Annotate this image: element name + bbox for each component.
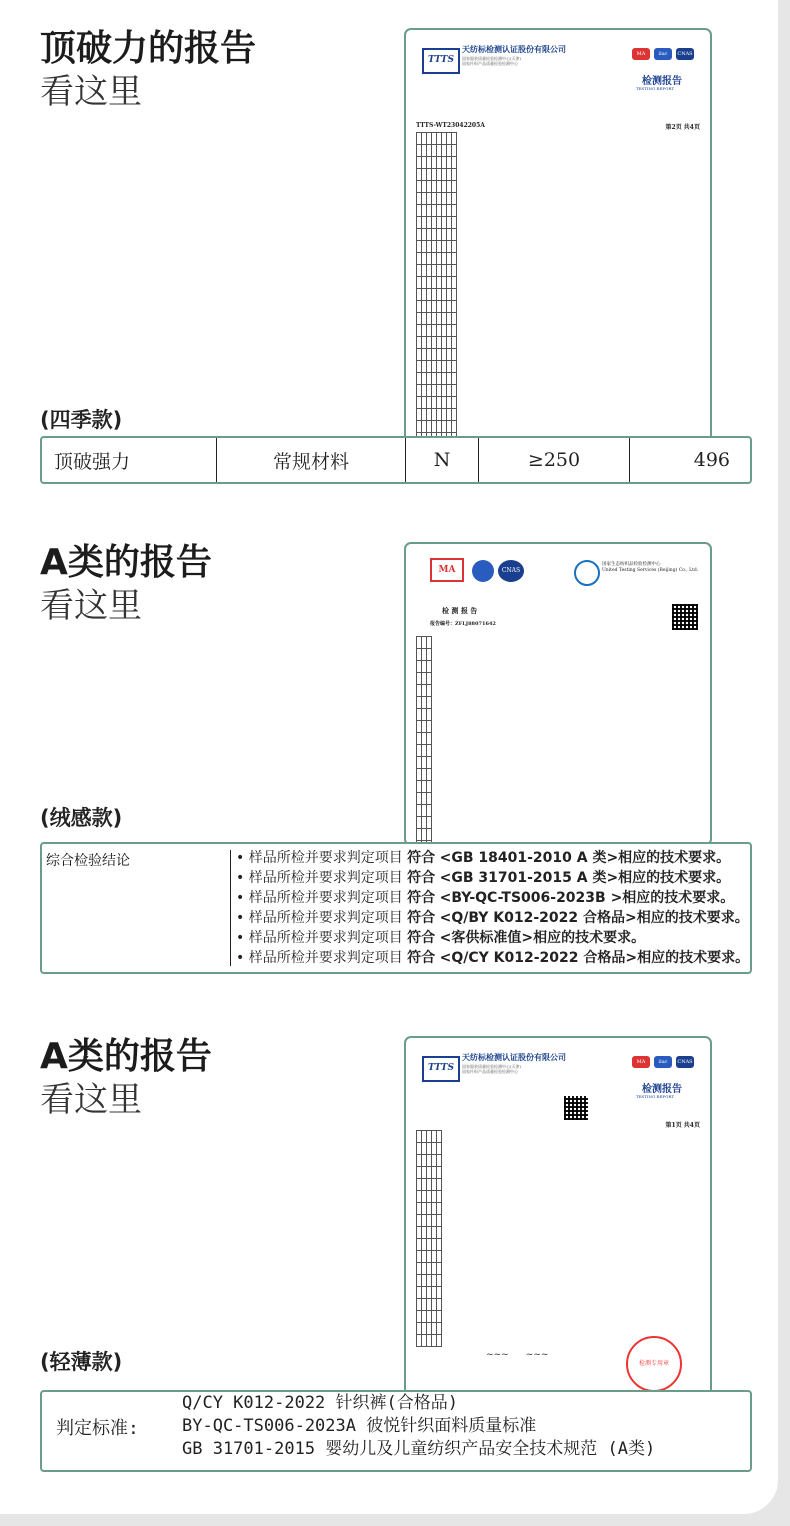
report-table-row bbox=[417, 157, 457, 169]
report-table-cell bbox=[452, 325, 457, 337]
report-table-cell bbox=[427, 793, 432, 805]
report-table-row bbox=[417, 1131, 442, 1143]
report-table-row bbox=[417, 829, 432, 841]
cnas-icon: CNAS bbox=[676, 1056, 694, 1068]
report-table-row bbox=[417, 397, 457, 409]
report-table-cell bbox=[452, 385, 457, 397]
report-table-cell bbox=[452, 313, 457, 325]
result-unit: N bbox=[406, 438, 479, 482]
report-table-cell bbox=[427, 745, 432, 757]
report-table-cell bbox=[437, 1263, 442, 1275]
report-table-row bbox=[417, 361, 457, 373]
report-table-row bbox=[417, 1263, 442, 1275]
report-table-row bbox=[417, 325, 457, 337]
report-table-cell bbox=[452, 157, 457, 169]
report-table-row bbox=[417, 1311, 442, 1323]
strength-result-bar bbox=[40, 436, 752, 484]
report3-org-name: 天纺标检测认证股份有限公司 bbox=[462, 1052, 566, 1062]
report-table-cell bbox=[427, 769, 432, 781]
report-table-cell bbox=[452, 217, 457, 229]
ilac-icon: ilac bbox=[654, 48, 672, 60]
report-table-row bbox=[417, 1335, 442, 1347]
report-table-cell bbox=[452, 145, 457, 157]
report2-org: 国家生态纺织品检验检测中心 United Testing Services (Beijing) Co., Ltd. bbox=[602, 562, 699, 573]
section3-subheading: 看这里 bbox=[40, 1080, 142, 1120]
report-table-row bbox=[417, 1203, 442, 1215]
report-table-cell bbox=[427, 637, 432, 649]
report-table-row bbox=[417, 241, 457, 253]
report-table-row bbox=[417, 685, 432, 697]
report-table-row bbox=[417, 1251, 442, 1263]
report2-table bbox=[416, 636, 432, 846]
report-table-row bbox=[417, 1167, 442, 1179]
standard-line: GB 31701-2015 婴幼儿及儿童纺织产品安全技术规范 (A类) bbox=[182, 1439, 656, 1459]
conclusion-label: 综合检验结论 bbox=[46, 853, 130, 869]
report-table-cell bbox=[427, 673, 432, 685]
section3-heading: A类的报告 bbox=[40, 1036, 212, 1077]
report-table-row bbox=[417, 169, 457, 181]
qr-code-icon bbox=[672, 604, 698, 630]
report-table-row bbox=[417, 277, 457, 289]
report-table-cell bbox=[437, 1155, 442, 1167]
result-material: 常规材料 bbox=[217, 438, 406, 482]
report-table-row bbox=[417, 289, 457, 301]
report-table-cell bbox=[427, 649, 432, 661]
report-table-cell bbox=[452, 181, 457, 193]
report-table-cell bbox=[427, 685, 432, 697]
report-table-cell bbox=[452, 301, 457, 313]
report-table-row bbox=[417, 181, 457, 193]
report-table-row bbox=[417, 769, 432, 781]
report-table-cell bbox=[452, 409, 457, 421]
certification-icons bbox=[632, 1056, 694, 1068]
standard-line: BY-QC-TS006-2023A 彼悦针织面料质量标准 bbox=[182, 1416, 537, 1436]
report-image-3 bbox=[404, 1036, 712, 1396]
report-table-cell bbox=[452, 205, 457, 217]
report-table-cell bbox=[427, 781, 432, 793]
section1-tag: (四季款) bbox=[40, 408, 123, 432]
report1-number: TTTS-WT23042205A bbox=[416, 122, 485, 129]
report-table-row bbox=[417, 229, 457, 241]
standard-line: Q/CY K012-2022 针织裤(合格品) bbox=[182, 1393, 458, 1413]
conclusion-divider bbox=[230, 850, 231, 966]
report-table-row bbox=[417, 1191, 442, 1203]
report-table-cell bbox=[452, 349, 457, 361]
report-table-row bbox=[417, 301, 457, 313]
report-table-row bbox=[417, 1179, 442, 1191]
report-table-cell bbox=[452, 265, 457, 277]
report-table-row bbox=[417, 781, 432, 793]
report-table-row bbox=[417, 1215, 442, 1227]
conclusion-item: • 样品所检并要求判定项目 符合 <客供标准值>相应的技术要求。 bbox=[236, 930, 646, 946]
report-table-cell bbox=[427, 817, 432, 829]
report-table-row bbox=[417, 673, 432, 685]
cnas-logo-icon: CNAS bbox=[498, 560, 524, 582]
report-table-row bbox=[417, 757, 432, 769]
report-table-cell bbox=[452, 337, 457, 349]
report-table-row bbox=[417, 721, 432, 733]
report3-org-sub: 国家服装质量检验检测中心(天津) 国家针织产品质量检验检测中心 bbox=[462, 1064, 522, 1074]
report1-org-sub: 国家服装质量检验检测中心(天津) 国家针织产品质量检验检测中心 bbox=[462, 56, 522, 66]
report-table-cell bbox=[452, 361, 457, 373]
report1-page: 第2页 共4页 bbox=[665, 124, 700, 131]
cma-logo-icon: MA bbox=[430, 558, 464, 582]
result-item: 顶破强力 bbox=[42, 438, 217, 482]
section3-tag: (轻薄款) bbox=[40, 1350, 123, 1374]
report-table-cell bbox=[452, 277, 457, 289]
report1-title-en: TESTING REPORT bbox=[635, 86, 674, 91]
section2-tag: (绒感款) bbox=[40, 806, 123, 830]
standards-label: 判定标准: bbox=[56, 1418, 139, 1439]
ilac-icon: ilac bbox=[654, 1056, 672, 1068]
report-table-row bbox=[417, 409, 457, 421]
section1-subheading: 看这里 bbox=[40, 72, 142, 112]
standards-list bbox=[182, 1392, 655, 1461]
report-table-row bbox=[417, 253, 457, 265]
report-table-cell bbox=[452, 193, 457, 205]
conclusion-item: • 样品所检并要求判定项目 符合 <BY-QC-TS006-2023B >相应的技术要求。 bbox=[236, 890, 735, 906]
report-table-row bbox=[417, 697, 432, 709]
report-table-cell bbox=[452, 421, 457, 433]
report-image-1 bbox=[404, 28, 712, 444]
report-table-row bbox=[417, 1155, 442, 1167]
report-table-row bbox=[417, 709, 432, 721]
report-table-cell bbox=[427, 697, 432, 709]
section2-subheading: 看这里 bbox=[40, 586, 142, 626]
report-table-cell bbox=[437, 1191, 442, 1203]
report-table-row bbox=[417, 649, 432, 661]
report-table-row bbox=[417, 193, 457, 205]
section1-heading: 顶破力的报告 bbox=[40, 28, 257, 69]
report3-page: 第1页 共4页 bbox=[665, 1122, 700, 1129]
section2-heading: A类的报告 bbox=[40, 542, 212, 583]
report3-title: 检测报告 bbox=[642, 1084, 682, 1095]
official-seal-icon: 检测专用章 bbox=[626, 1336, 682, 1392]
report-table-row bbox=[417, 745, 432, 757]
report-table-cell bbox=[437, 1299, 442, 1311]
report-table-cell bbox=[437, 1179, 442, 1191]
report-table-row bbox=[417, 637, 432, 649]
report-table-cell bbox=[437, 1215, 442, 1227]
report-table-cell bbox=[452, 169, 457, 181]
report-table-cell bbox=[452, 133, 457, 145]
report-table-row bbox=[417, 337, 457, 349]
result-value: 496 bbox=[693, 449, 730, 471]
report-table-row bbox=[417, 793, 432, 805]
report1-number-row bbox=[416, 122, 700, 129]
report-table-row bbox=[417, 205, 457, 217]
report2-number: 报告编号：ZFLJ88071642 bbox=[430, 621, 496, 627]
report-table-row bbox=[417, 1323, 442, 1335]
conclusion-item: • 样品所检并要求判定项目 符合 <GB 31701-2015 A 类>相应的技术要求。 bbox=[236, 870, 731, 886]
report-table-cell bbox=[427, 661, 432, 673]
report-table-cell bbox=[452, 373, 457, 385]
report-table-cell bbox=[437, 1323, 442, 1335]
ilac-logo-icon bbox=[472, 560, 494, 582]
conclusion-list bbox=[236, 848, 749, 968]
report-table-cell bbox=[437, 1131, 442, 1143]
certification-icons bbox=[632, 48, 694, 60]
conclusion-item: • 样品所检并要求判定项目 符合 <GB 18401-2010 A 类>相应的技术要求。 bbox=[236, 850, 731, 866]
report-table-cell bbox=[452, 253, 457, 265]
report-table-row bbox=[417, 421, 457, 433]
report-table-cell bbox=[452, 229, 457, 241]
signatures: ~~~ ~~~ bbox=[486, 1350, 549, 1360]
cma-icon: MA bbox=[632, 48, 650, 60]
report1-table bbox=[416, 132, 457, 444]
conclusion-item: • 样品所检并要求判定项目 符合 <Q/BY K012-2022 合格品>相应的技术要求。 bbox=[236, 910, 749, 926]
report1-title: 检测报告 bbox=[642, 76, 682, 87]
report-table-cell bbox=[437, 1311, 442, 1323]
report-table-row bbox=[417, 313, 457, 325]
ttts-logo-icon: TTTS bbox=[422, 48, 460, 74]
report-table-row bbox=[417, 733, 432, 745]
conclusion-item: • 样品所检并要求判定项目 符合 <Q/CY K012-2022 合格品>相应的技术要求。 bbox=[236, 950, 750, 966]
report-table-row bbox=[417, 1287, 442, 1299]
report3-title-en: TESTING REPORT bbox=[635, 1094, 674, 1099]
report-table-cell bbox=[437, 1275, 442, 1287]
report-table-row bbox=[417, 133, 457, 145]
qr-code-icon bbox=[564, 1096, 588, 1120]
cma-icon: MA bbox=[632, 1056, 650, 1068]
report-table-row bbox=[417, 373, 457, 385]
report-table-row bbox=[417, 349, 457, 361]
report-table-row bbox=[417, 265, 457, 277]
report-table-row bbox=[417, 1275, 442, 1287]
report-table-row bbox=[417, 217, 457, 229]
report-image-2 bbox=[404, 542, 712, 846]
report-table-row bbox=[417, 1143, 442, 1155]
ttts-logo-icon: TTTS bbox=[422, 1056, 460, 1082]
uts-logo-icon bbox=[574, 560, 600, 586]
report-table-row bbox=[417, 661, 432, 673]
conclusion-box bbox=[40, 842, 752, 974]
standards-box bbox=[40, 1390, 752, 1472]
report-table-cell bbox=[427, 709, 432, 721]
report-table-cell bbox=[427, 829, 432, 841]
report-table-row bbox=[417, 385, 457, 397]
result-requirement: ≥250 bbox=[479, 438, 630, 482]
report-table-cell bbox=[437, 1203, 442, 1215]
report-table-cell bbox=[437, 1251, 442, 1263]
report-table-row bbox=[417, 1239, 442, 1251]
cnas-icon: CNAS bbox=[676, 48, 694, 60]
report-table-row bbox=[417, 145, 457, 157]
report-table-cell bbox=[437, 1287, 442, 1299]
report-table-row bbox=[417, 805, 432, 817]
report-table-cell bbox=[452, 241, 457, 253]
report-table-cell bbox=[427, 721, 432, 733]
report-table-cell bbox=[427, 733, 432, 745]
report-table-row bbox=[417, 817, 432, 829]
report1-org-name: 天纺标检测认证股份有限公司 bbox=[462, 44, 566, 54]
report-table-cell bbox=[437, 1335, 442, 1347]
report3-table bbox=[416, 1130, 442, 1347]
report-table-cell bbox=[437, 1239, 442, 1251]
report-table-cell bbox=[427, 757, 432, 769]
report-table-cell bbox=[452, 289, 457, 301]
report-table-cell bbox=[437, 1167, 442, 1179]
report-table-row bbox=[417, 1299, 442, 1311]
report-table-cell bbox=[437, 1227, 442, 1239]
report-table-row bbox=[417, 1227, 442, 1239]
report-table-cell bbox=[427, 805, 432, 817]
report-table-cell bbox=[437, 1143, 442, 1155]
report2-title: 检 测 报 告 bbox=[442, 606, 478, 615]
report-table-cell bbox=[452, 397, 457, 409]
